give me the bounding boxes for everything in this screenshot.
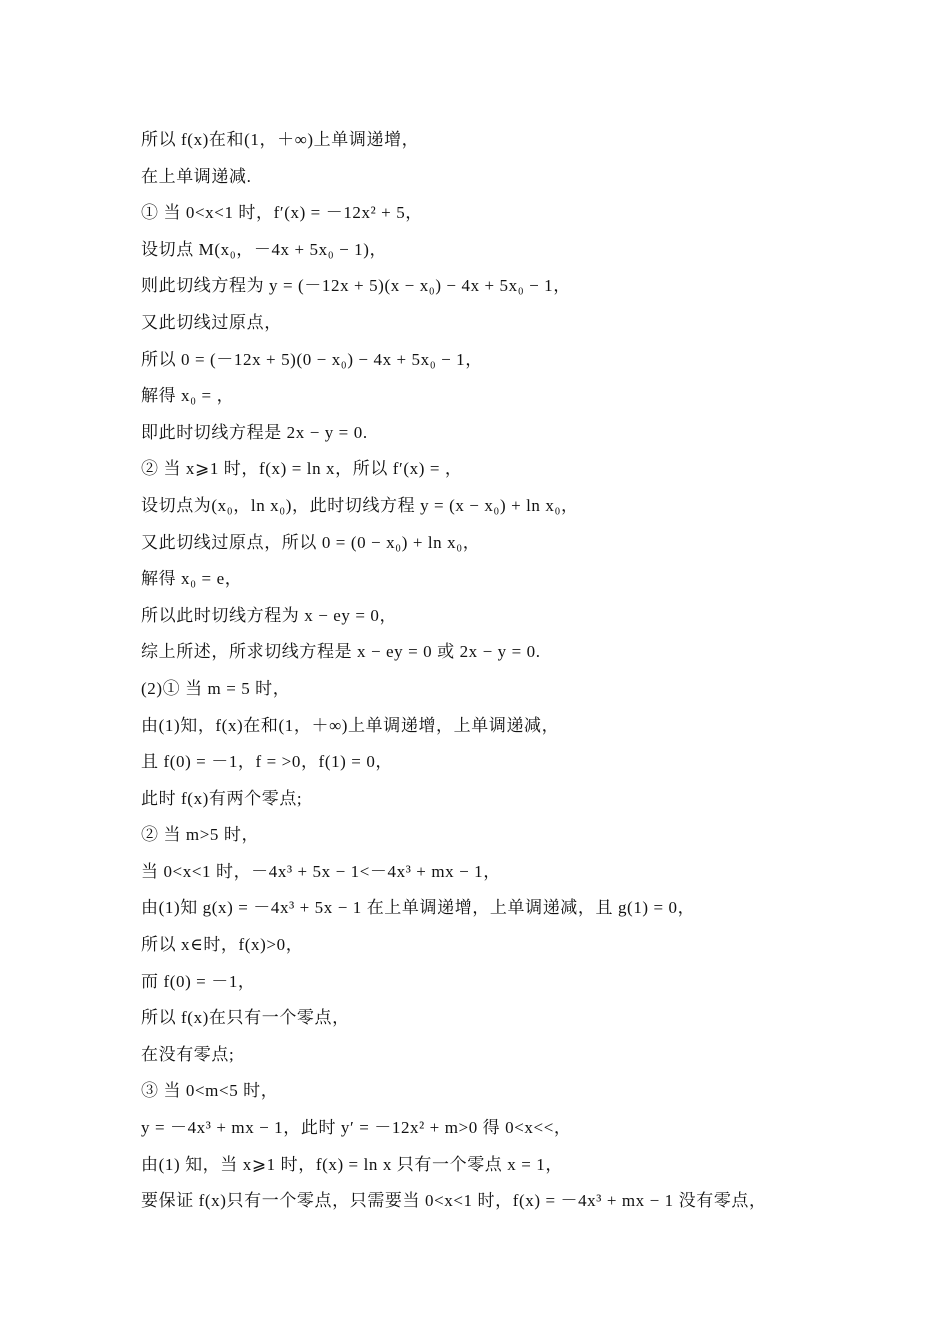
text-line: (2)① 当 m = 5 时， — [141, 678, 291, 698]
text-line: 在上单调递减. — [141, 166, 252, 186]
text-line: ① 当 0<x<1 时，f′(x) = －12x² + 5， — [141, 203, 423, 223]
text-line: 所以此时切线方程为 x − ey = 0， — [141, 605, 398, 625]
text-line: 所以 0 = (－12x + 5)(0 − x₀) − 4x + 5x₀ − 1， — [141, 349, 483, 369]
text-line: 由(1)知，f(x)在和(1，＋∞)上单调递增，上单调递减， — [141, 715, 560, 735]
text-line: 由(1)知 g(x) = －4x³ + 5x − 1 在上单调递增，上单调递减，且 g(1) = 0， — [141, 898, 696, 918]
text-line: 又此切线过原点， — [141, 312, 282, 332]
text-line: 则此切线方程为 y = (－12x + 5)(x − x₀) − 4x + 5x₀ − 1， — [141, 276, 571, 296]
text-line: 设切点为(x₀，ln x₀)，此时切线方程 y = (x − x₀) + ln x₀， — [141, 495, 579, 515]
text-line: 即此时切线方程是 2x − y = 0. — [141, 422, 368, 442]
text-line: 要保证 f(x)只有一个零点，只需要当 0<x<1 时，f(x) = －4x³ + mx − 1 没有零点， — [141, 1191, 767, 1211]
text-line: ② 当 x⩾1 时，f(x) = ln x，所以 f′(x) = ， — [141, 459, 463, 479]
text-line: ② 当 m>5 时， — [141, 825, 260, 845]
text-line: 解得 x₀ = e， — [141, 569, 243, 589]
text-line: 所以 x∈时，f(x)>0， — [141, 935, 304, 955]
text-line: 解得 x₀ = ， — [141, 386, 235, 406]
text-line: 当 0<x<1 时，－4x³ + 5x − 1<－4x³ + mx − 1， — [141, 861, 501, 881]
text-line: 而 f(0) = －1， — [141, 971, 256, 991]
text-line: y = －4x³ + mx − 1，此时 y′ = －12x² + m>0 得 0<x<<， — [141, 1118, 572, 1138]
text-line: 设切点 M(x₀，－4x + 5x₀ − 1)， — [141, 239, 388, 259]
text-line: 由(1) 知，当 x⩾1 时，f(x) = ln x 只有一个零点 x = 1， — [141, 1154, 563, 1174]
text-line: 此时 f(x)有两个零点; — [141, 788, 303, 808]
text-line: 且 f(0) = －1，f = >0，f(1) = 0， — [141, 752, 394, 772]
text-line: ③ 当 0<m<5 时， — [141, 1081, 279, 1101]
text-line: 又此切线过原点，所以 0 = (0 − x₀) + ln x₀， — [141, 532, 481, 552]
text-line: 所以 f(x)在只有一个零点， — [141, 1008, 350, 1028]
text-line: 在没有零点; — [141, 1044, 235, 1064]
text-line: 综上所述，所求切线方程是 x − ey = 0 或 2x − y = 0. — [141, 642, 541, 662]
text-line: 所以 f(x)在和(1，＋∞)上单调递增， — [141, 130, 420, 149]
solution-text — [141, 122, 821, 1220]
